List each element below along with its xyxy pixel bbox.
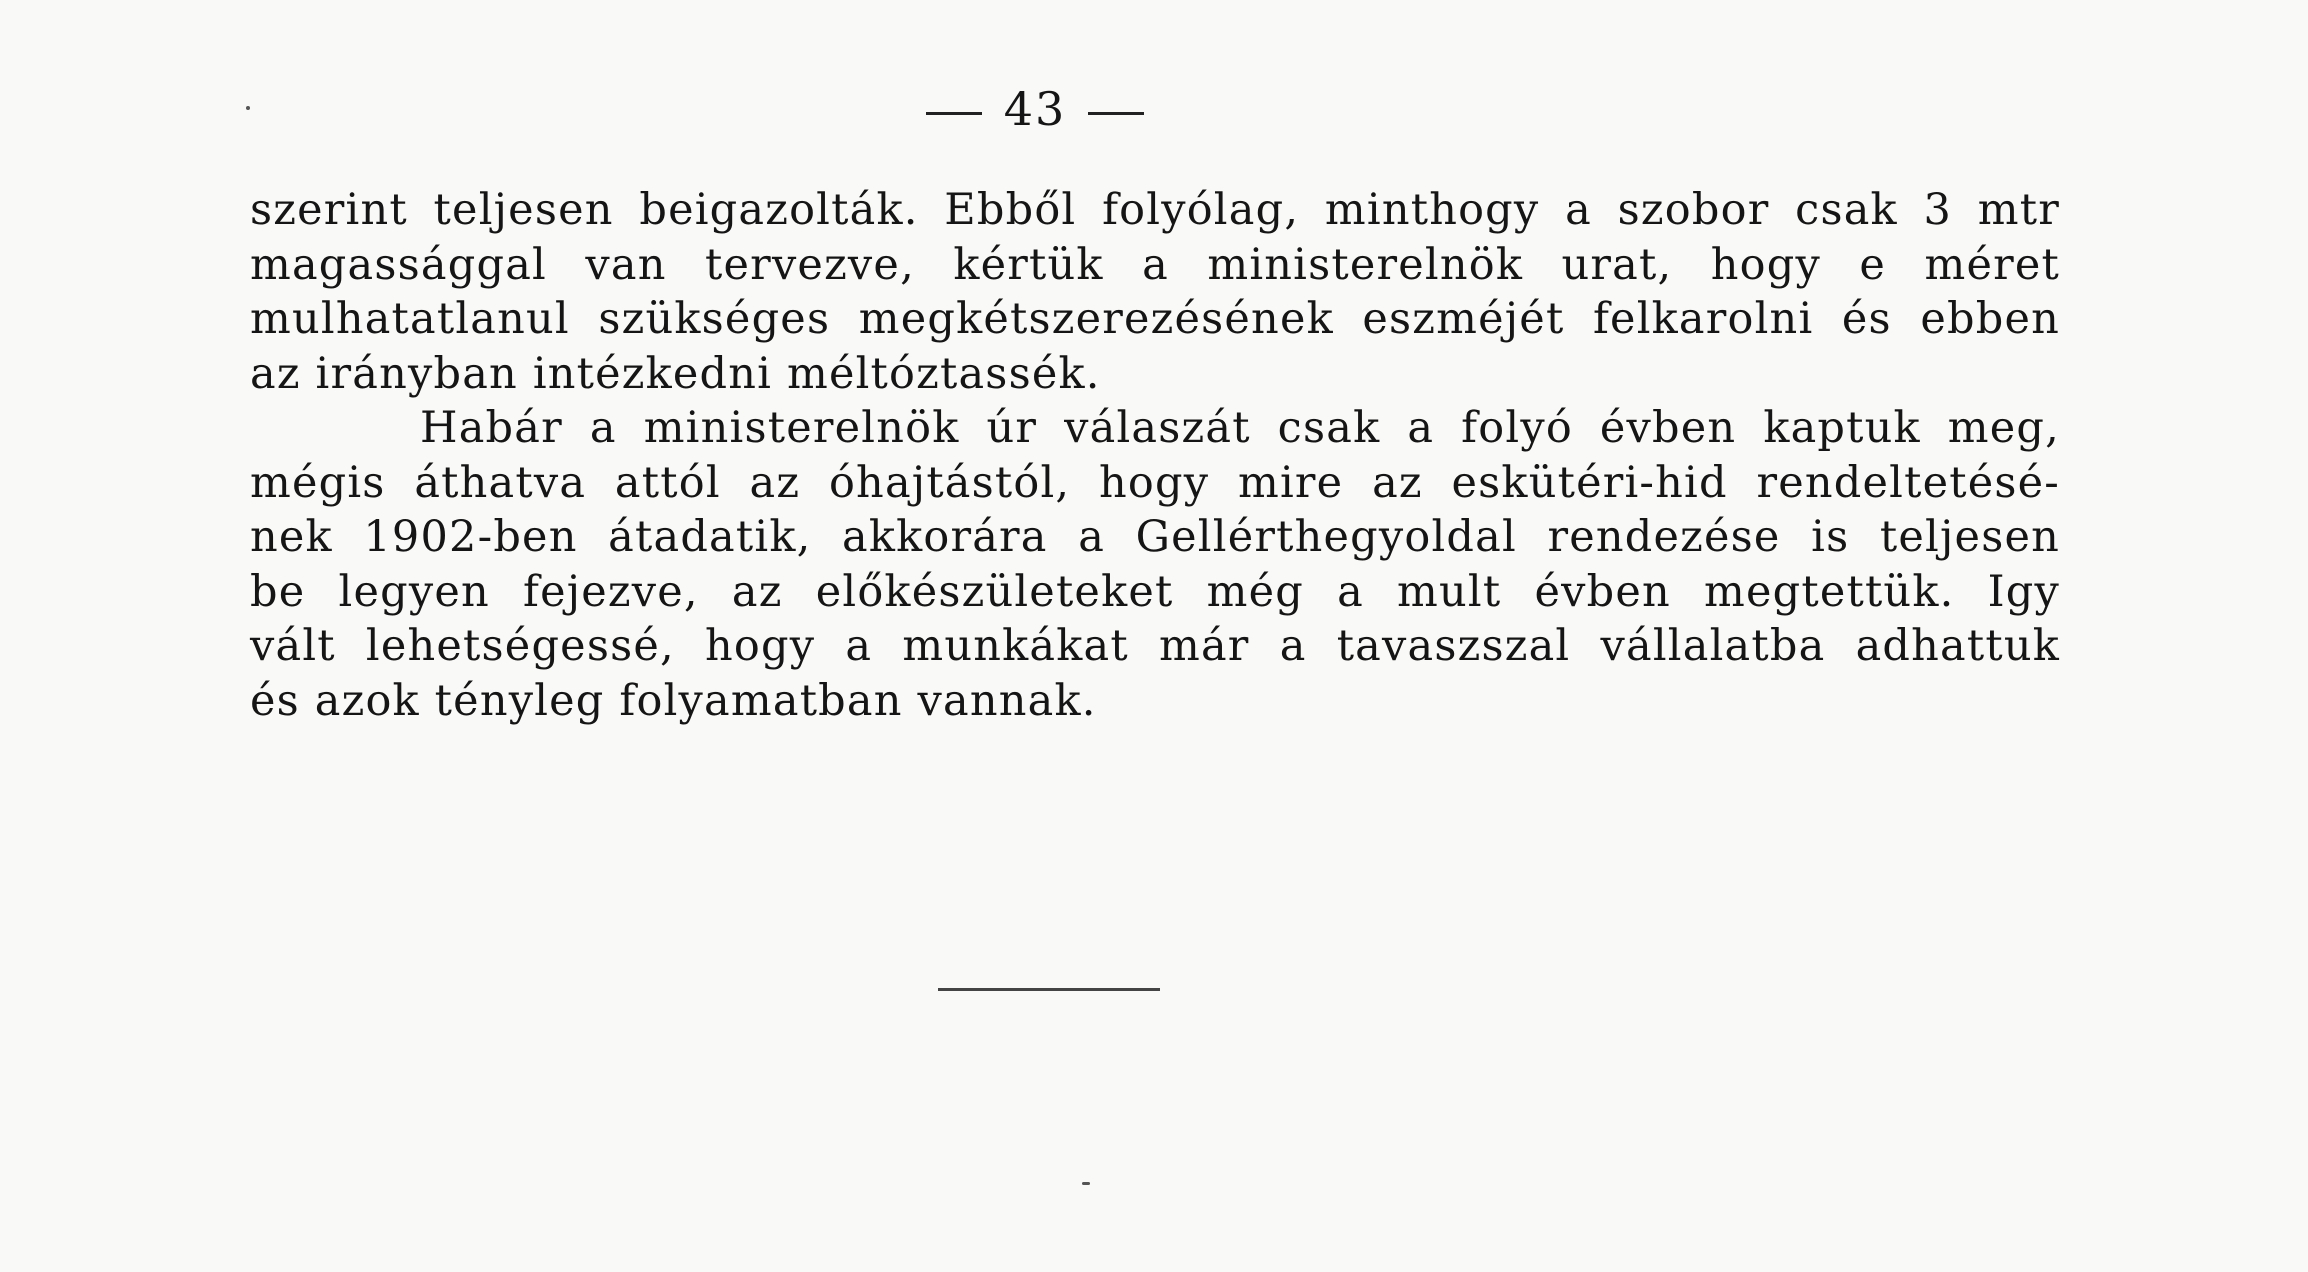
paragraph-1-line-4: az irányban intézkedni méltóztassék. bbox=[250, 348, 1101, 399]
paragraph-2-line-1: Habár a ministerelnök úr válaszát csak a folyó évben kaptuk meg, bbox=[420, 403, 2060, 453]
paragraph-1-line-3: mulhatatlanul szükséges megkétszerezésének eszméjét felkarolni és ebben bbox=[250, 294, 2060, 344]
paragraph-1-line-2: magassággal van tervezve, kértük a ministerelnök urat, hogy e méret bbox=[250, 239, 2060, 290]
paragraph-2-line-6: és azok tényleg folyamatban vannak. bbox=[250, 675, 1097, 726]
paragraph-1-line-1: szerint teljesen beigazolták. Ebből folyólag, minthogy a szobor csak 3 mtr bbox=[250, 185, 2060, 235]
paper-speck bbox=[1082, 1182, 1090, 1185]
page-number bbox=[0, 82, 2070, 136]
page-number-value: 43 bbox=[1003, 82, 1067, 136]
paragraph-2-line-5: vált lehetségessé, hogy a munkákat már a tavaszszal vállalatba adhattuk bbox=[250, 621, 2060, 671]
dash-right bbox=[1088, 112, 1144, 115]
paragraph-2-line-4: be legyen fejezve, az előkészületeket még a mult évben megtettük. Igy bbox=[250, 566, 2060, 617]
closing-rule bbox=[938, 988, 1160, 991]
paragraph-2-line-2: mégis áthatva attól az óhajtástól, hogy mire az eskütéri-hid rendeltetésé- bbox=[250, 457, 2060, 508]
paper-speck bbox=[246, 106, 250, 110]
paragraph-2-line-3: nek 1902-ben átadatik, akkorára a Gellérthegyoldal rendezése is teljesen bbox=[250, 512, 2060, 562]
dash-left bbox=[926, 112, 982, 115]
body-text bbox=[250, 183, 2060, 728]
